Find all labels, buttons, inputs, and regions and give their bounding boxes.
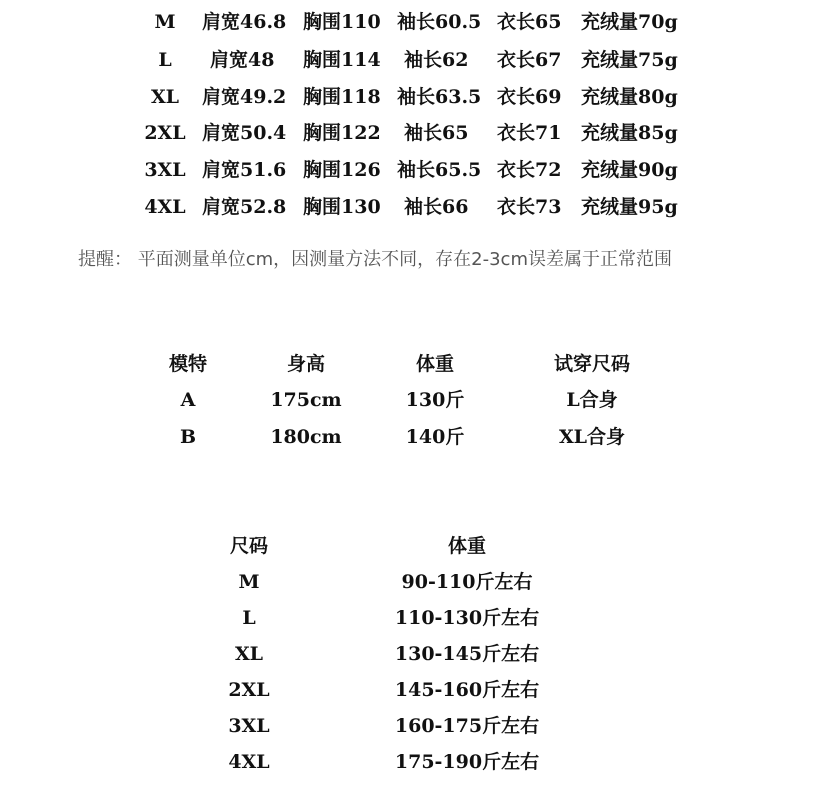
weight-column-header: 体重 xyxy=(447,535,487,557)
chest-circumference: 胸围118 xyxy=(303,86,381,108)
model-weight: 130斤 xyxy=(405,389,465,411)
down-fill-weight: 充绒量95g xyxy=(581,196,678,218)
size-label: 2XL xyxy=(144,122,186,144)
measurement-note: 提醒： 平面测量单位cm，因测量方法不同，存在2-3cm误差属于正常范围 xyxy=(78,249,672,270)
garment-length: 衣长71 xyxy=(497,122,562,144)
down-fill-weight: 充绒量75g xyxy=(581,49,678,71)
size-label: 3XL xyxy=(228,715,270,737)
size-column-header: 尺码 xyxy=(229,535,269,557)
down-fill-weight: 充绒量70g xyxy=(581,11,678,33)
size-label: 2XL xyxy=(228,679,270,701)
size-label: L xyxy=(242,607,256,629)
weight-range: 145-160斤左右 xyxy=(394,679,540,701)
weight-range: 90-110斤左右 xyxy=(401,571,533,593)
sleeve-length: 袖长60.5 xyxy=(397,11,482,33)
model-column-header: 模特 xyxy=(168,353,208,375)
shoulder-width: 肩宽50.4 xyxy=(202,122,287,144)
sleeve-length: 袖长65 xyxy=(404,122,469,144)
down-fill-weight: 充绒量80g xyxy=(581,86,678,108)
size-label: 4XL xyxy=(144,196,186,218)
model-name: B xyxy=(179,426,197,448)
sleeve-length: 袖长65.5 xyxy=(397,159,482,181)
chest-circumference: 胸围114 xyxy=(303,49,381,71)
size-label: M xyxy=(154,11,176,33)
garment-length: 衣长67 xyxy=(497,49,562,71)
size-label: M xyxy=(238,571,260,593)
chest-circumference: 胸围122 xyxy=(303,122,381,144)
chest-circumference: 胸围126 xyxy=(303,159,381,181)
fit-size-column-header: 试穿尺码 xyxy=(553,353,631,375)
size-label: 4XL xyxy=(228,751,270,773)
model-height: 175cm xyxy=(270,389,342,411)
size-label: XL xyxy=(234,643,264,665)
sleeve-length: 袖长62 xyxy=(404,49,469,71)
shoulder-width: 肩宽49.2 xyxy=(202,86,287,108)
shoulder-width: 肩宽51.6 xyxy=(202,159,287,181)
model-name: A xyxy=(180,389,196,411)
weight-range: 175-190斤左右 xyxy=(394,751,540,773)
shoulder-width: 肩宽52.8 xyxy=(202,196,287,218)
garment-length: 衣长72 xyxy=(497,159,562,181)
shoulder-width: 肩宽46.8 xyxy=(202,11,287,33)
size-label: 3XL xyxy=(144,159,186,181)
down-fill-weight: 充绒量85g xyxy=(581,122,678,144)
garment-length: 衣长73 xyxy=(497,196,562,218)
sleeve-length: 袖长63.5 xyxy=(397,86,482,108)
chest-circumference: 胸围110 xyxy=(303,11,381,33)
model-height: 180cm xyxy=(270,426,342,448)
sleeve-length: 袖长66 xyxy=(404,196,469,218)
shoulder-width: 肩宽48 xyxy=(210,49,275,71)
model-fit-size: L合身 xyxy=(566,389,618,411)
chest-circumference: 胸围130 xyxy=(303,196,381,218)
weight-range: 160-175斤左右 xyxy=(394,715,540,737)
garment-length: 衣长65 xyxy=(497,11,562,33)
size-label: L xyxy=(158,49,172,71)
down-fill-weight: 充绒量90g xyxy=(581,159,678,181)
garment-length: 衣长69 xyxy=(497,86,562,108)
weight-range: 130-145斤左右 xyxy=(394,643,540,665)
height-column-header: 身高 xyxy=(286,353,326,375)
size-label: XL xyxy=(150,86,180,108)
model-fit-size: XL合身 xyxy=(558,426,626,448)
model-weight: 140斤 xyxy=(405,426,465,448)
weight-column-header: 体重 xyxy=(415,353,455,375)
weight-range: 110-130斤左右 xyxy=(394,607,540,629)
